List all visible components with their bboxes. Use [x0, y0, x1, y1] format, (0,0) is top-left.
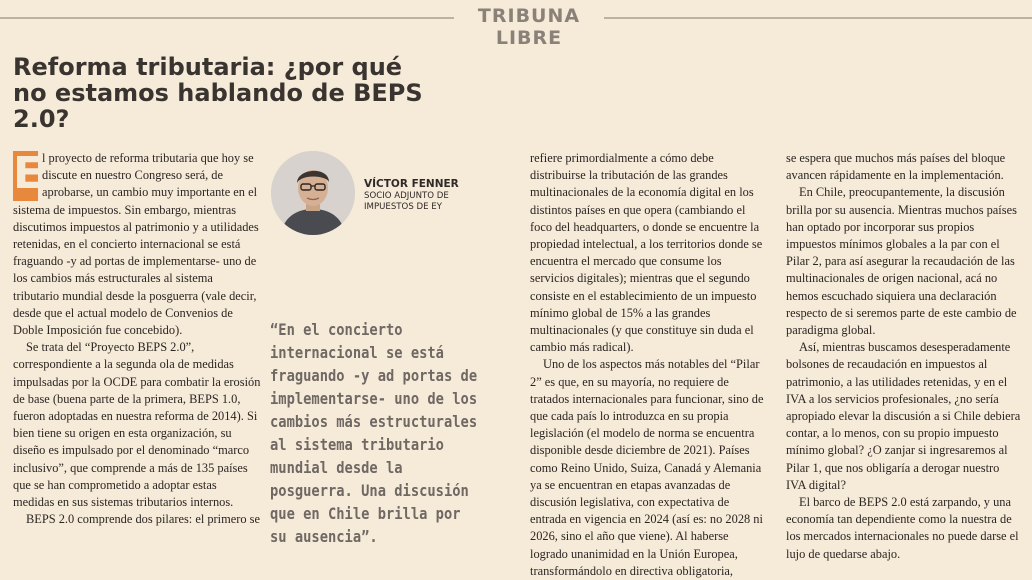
paragraph: se espera que muchos más países del bloque avancen rápidamente en la implementación.	[786, 151, 1006, 183]
author-photo	[271, 151, 355, 235]
paragraph: En Chile, preocupantemente, la discusión brilla por su ausencia. Mientras muchos países han optado por incorporar sus propios impuestos mínimos globales a la par con el Pilar 2, para así asegurar la recaudación de las multinacionales de origen nacional, acá no hemos escuchado siquiera una declaración respecto de si seremos parte de este cambio de paradigma global.	[786, 185, 1017, 338]
article-column-4	[786, 150, 1022, 563]
paragraph: l proyecto de reforma tributaria que hoy se discute en nuestro Congreso será, de aprobarse, un cambio muy importante en el sistema de impuestos. Sin embargo, mientras discutimos impuestos al patrimonio y a utilidades retenidas, en el concierto internacional se está fraguando -y ad portas de implementarse- uno de los cambios más estructurales al sistema tributario mundial desde la posguerra (vale decir, desde que el actual modelo de Convenios de Doble Imposición fue concebido).	[13, 151, 259, 338]
paragraph: Uno de los aspectos más notables del “Pilar 2” es que, en su mayoría, no requiere de tratados internacionales para funcionar, sino de que cada país lo introduzca en su propia legislación (el modelo de norma se encuentra disponible desde diciembre de 2021). Países como Reino Unido, Suiza, Canadá y Alemania ya se encuentran en etapas avanzadas de discusión legislativa, con expectativa de entrada en vigencia en 2024 (así es: no 2028 ni 2026, sino el año que viene). Al haberse logrado unanimidad en la Unión Europea, transformándolo en directiva obligatoria,	[530, 357, 764, 578]
author-role: IMPUESTOS DE EY	[364, 201, 442, 212]
article-column-3	[530, 150, 764, 580]
pull-quote: “En el concierto internacional se está fraguando -y ad portas de implementarse- uno de los cambios más estructurales al sistema tributario mundial desde la posguerra. Una discusión que en Chile brilla por su ausencia”.	[270, 320, 478, 546]
drop-cap: E	[13, 148, 44, 199]
article-column-1	[13, 150, 261, 528]
section-rule-right	[604, 17, 1032, 19]
author-portrait-icon	[271, 151, 355, 235]
paragraph: Así, mientras buscamos desesperadamente bolsones de recaudación en impuestos al patrimonio, a las utilidades retenidas, y en el IVA a los servicios profesionales, ¿no sería apropiado elevar la discusión a si Chile debiera contar, a lo menos, con su propio impuesto mínimo global? ¿O zanjar si ingresaremos al Pilar 1, que nos obligaría a derogar nuestro IVA digital?	[786, 340, 1021, 492]
paragraph: Se trata del “Proyecto BEPS 2.0”, correspondiente a la segunda ola de medidas impulsadas por la OCDE para combatir la erosión de base (buena parte de la primera, BEPS 1.0, fueron adoptadas en nuestra reforma de 2014). Si bien tiene su origen en esta organización, su diseño es impulsado por el denominado “marco inclusivo”, que comprende a más de 135 países que se han comprometido a adoptar estas medidas en sus sistemas tributarios internos.	[13, 340, 261, 510]
author-role: SOCIO ADJUNTO DE	[364, 191, 449, 201]
paragraph: refiere primordialmente a cómo debe distribuirse la tributación de las grandes multinacionales de la economía digital en los distintos países en que opera (cambiando el foco del headquarters, o donde se encuentre la propiedad intelectual, a los territorios donde se encuentra el mercado que consume los servicios digitales); mientras que el segundo consiste en el establecimiento de un impuesto mínimo global de 15% a las grandes multinacionales (y que constituye sin duda el cambio más radical).	[530, 151, 763, 355]
article-headline: Reforma tributaria: ¿por qué no estamos hablando de BEPS 2.0?	[13, 53, 423, 133]
section-label: TRIBUNA LIBRE	[454, 5, 604, 29]
author-byline	[364, 177, 514, 212]
paragraph: El barco de BEPS 2.0 está zarpando, y una economía tan dependiente como la nuestra de los mercados internacionales no puede darse el lujo de quedarse abajo.	[786, 495, 1019, 561]
section-rule-left	[0, 17, 454, 19]
author-name: VÍCTOR FENNER	[364, 178, 459, 190]
paragraph: BEPS 2.0 comprende dos pilares: el primero se	[26, 512, 261, 527]
section-header	[0, 2, 1032, 49]
